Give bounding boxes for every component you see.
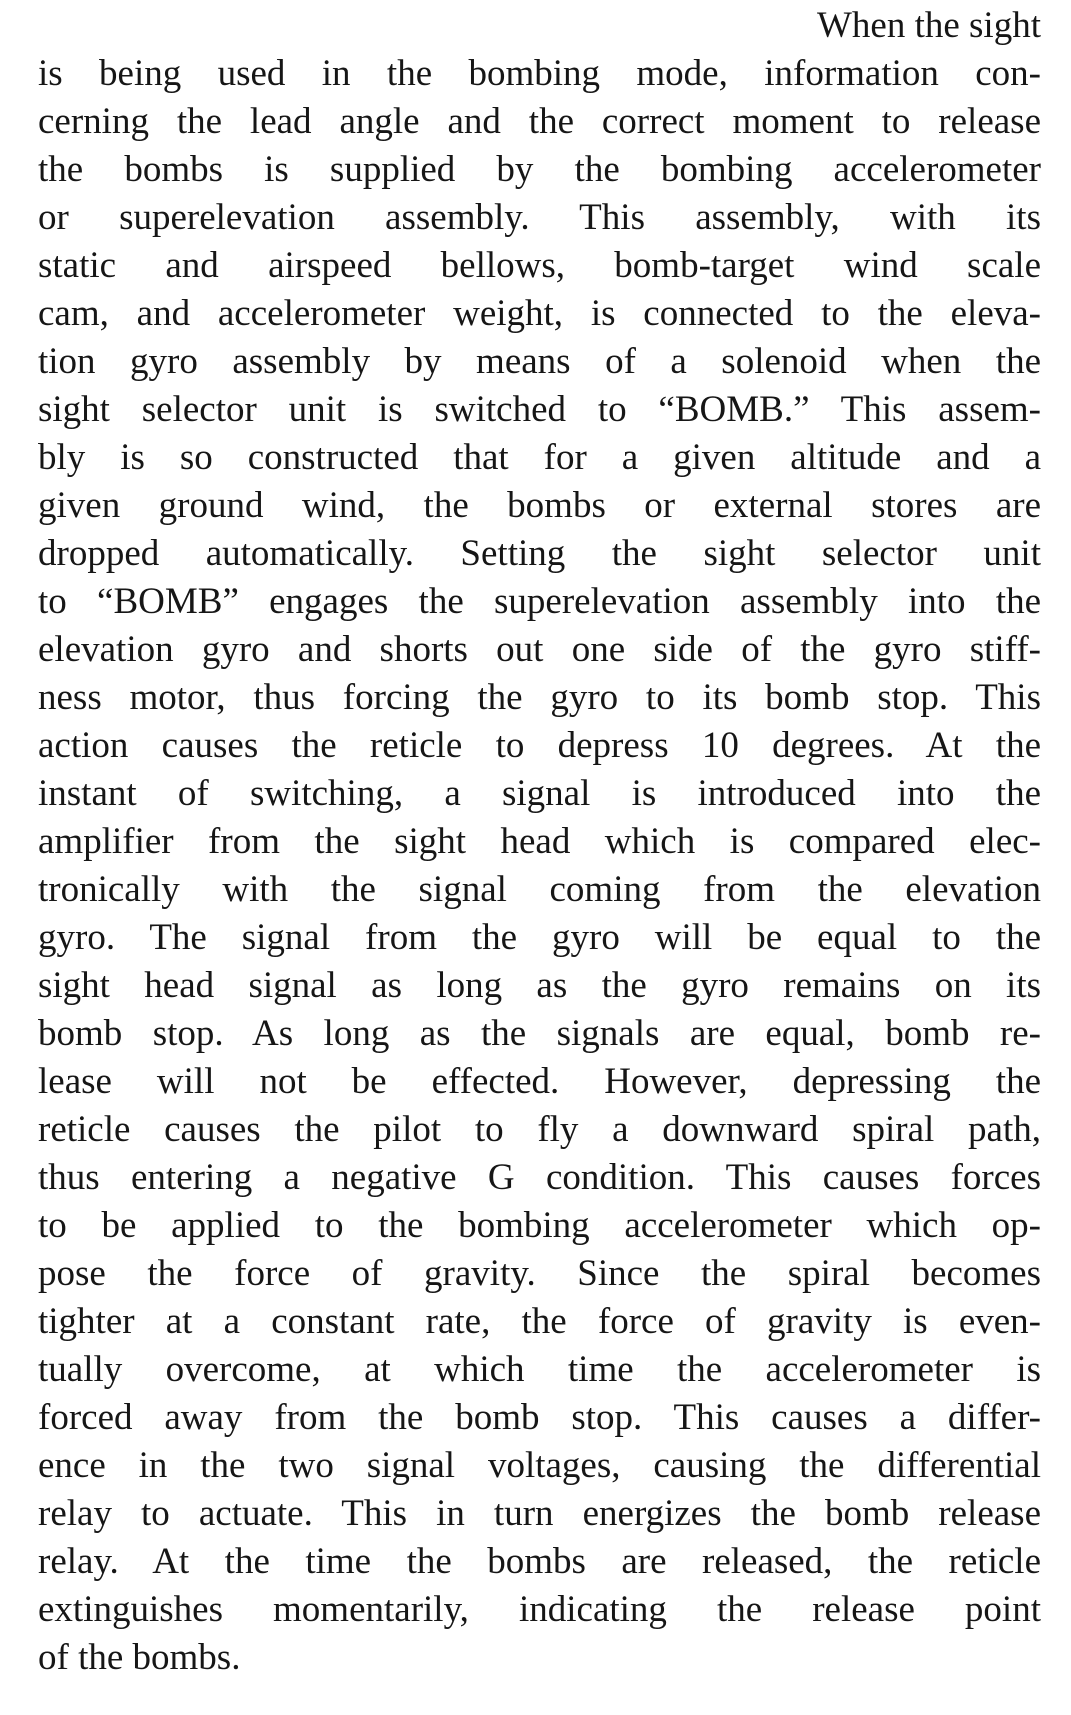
text-line: forced away from the bomb stop. This causes a differ- <box>38 1397 1041 1438</box>
text-line: to “BOMB” engages the superelevation assembly into the <box>38 581 1041 622</box>
text-line: amplifier from the sight head which is compared elec- <box>38 821 1041 862</box>
text-line: cam, and accelerometer weight, is connected to the eleva- <box>38 293 1041 334</box>
text-line: reticle causes the pilot to fly a downward spiral path, <box>38 1109 1041 1150</box>
text-line: ness motor, thus forcing the gyro to its bomb stop. This <box>38 677 1041 718</box>
text-line: tronically with the signal coming from the elevation <box>38 869 1041 910</box>
text-line: bly is so constructed that for a given altitude and a <box>38 437 1041 478</box>
text-line: extinguishes momentarily, indicating the release point <box>38 1589 1041 1630</box>
text-line: sight head signal as long as the gyro remains on its <box>38 965 1041 1006</box>
text-line: action causes the reticle to depress 10 degrees. At the <box>38 725 1041 766</box>
text-line: When the sight <box>816 5 1041 46</box>
text-line: lease will not be effected. However, depressing the <box>38 1061 1041 1102</box>
text-line: tually overcome, at which time the accelerometer is <box>38 1349 1041 1390</box>
text-line: is being used in the bombing mode, information con- <box>38 53 1041 94</box>
text-line: or superelevation assembly. This assembly, with its <box>38 197 1041 238</box>
text-line: cerning the lead angle and the correct moment to release <box>38 101 1041 142</box>
text-line: the bombs is supplied by the bombing accelerometer <box>38 149 1041 190</box>
text-line: bomb stop. As long as the signals are equal, bomb re- <box>38 1013 1041 1054</box>
text-line: relay to actuate. This in turn energizes the bomb release <box>38 1493 1041 1534</box>
text-line: tighter at a constant rate, the force of gravity is even- <box>38 1301 1041 1342</box>
text-line: sight selector unit is switched to “BOMB.” This assem- <box>38 389 1041 430</box>
text-line: relay. At the time the bombs are released, the reticle <box>38 1541 1041 1582</box>
text-line: of the bombs. <box>38 1637 241 1678</box>
text-line: gyro. The signal from the gyro will be equal to the <box>38 917 1041 958</box>
text-line: static and airspeed bellows, bomb-target wind scale <box>38 245 1041 286</box>
text-line: thus entering a negative G condition. This causes forces <box>38 1157 1041 1198</box>
text-line: elevation gyro and shorts out one side of the gyro stiff- <box>38 629 1041 670</box>
text-line: instant of switching, a signal is introduced into the <box>38 773 1041 814</box>
text-line: given ground wind, the bombs or external stores are <box>38 485 1041 526</box>
document-page <box>38 0 1041 1715</box>
text-line: ence in the two signal voltages, causing the differential <box>38 1445 1041 1486</box>
text-line: to be applied to the bombing accelerometer which op- <box>38 1205 1041 1246</box>
text-line: tion gyro assembly by means of a solenoid when the <box>38 341 1041 382</box>
text-line: dropped automatically. Setting the sight selector unit <box>38 533 1041 574</box>
text-line: pose the force of gravity. Since the spiral becomes <box>38 1253 1041 1294</box>
body-paragraph <box>38 2 1041 1682</box>
